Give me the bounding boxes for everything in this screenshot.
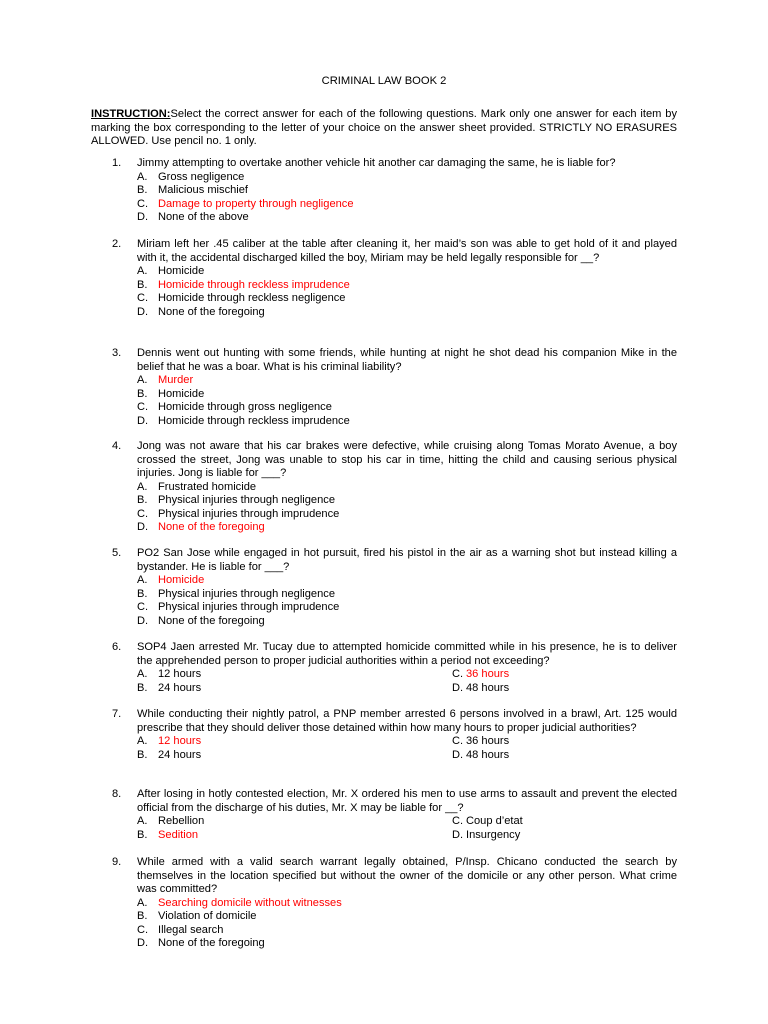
option-b: B. Physical injuries through negligence xyxy=(137,587,335,600)
question-number: 6. xyxy=(112,641,122,653)
option-d: D. None of the above xyxy=(137,211,249,223)
question-8: 8. After losing in hotly contested election, Mr. X ordered his men to use arms to assault and prevent the elected official from the discharge of his duties, Mr. X may be liable for __? A. Rebellion C. Coup d’etat B. Sedition D. Insurgency xyxy=(112,788,677,841)
option-d-answer: D. None of the foregoing xyxy=(137,521,265,533)
question-text: Miriam left her .45 caliber at the table after cleaning it, her maid’s son was able to get hold of it and played with it, the accidental discharged killed the boy, Miriam may be held legally responsible for __? xyxy=(137,238,677,264)
question-text: Dennis went out hunting with some friends, while hunting at night he shot dead his companion Mike in the belief that he was a boar. What is his criminal liability? xyxy=(137,347,677,373)
option-a-answer: A. Homicide xyxy=(137,574,205,586)
option-c-answer: C. Damage to property through negligence xyxy=(137,197,354,210)
question-number: 5. xyxy=(112,547,122,559)
question-text: While armed with a valid search warrant legally obtained, P/Insp. Chicano conducted the search by themselves in the location specified but without the owner of the domicile or any other person. What crime was committed? xyxy=(137,856,677,895)
option-c: C. Physical injuries through imprudence xyxy=(137,507,340,520)
question-3 xyxy=(112,347,677,428)
question-1 xyxy=(112,157,677,225)
option-b: B. Physical injuries through negligence xyxy=(137,494,335,506)
question-number: 2. xyxy=(112,238,122,250)
question-4 xyxy=(112,440,677,535)
instruction-text: Select the correct answer for each of the following questions. Mark only one answer for each item by marking the box corresponding to the letter of your choice on the answer sheet provided. STRICTLY NO ERASURES ALLOWED. Use pencil no. 1 only. xyxy=(91,108,677,147)
question-text: PO2 San Jose while engaged in hot pursuit, fired his pistol in the air as a warning shot but instead killing a bystander. He is liable for ___? xyxy=(137,547,677,573)
question-number: 1. xyxy=(112,157,122,169)
question-text: SOP4 Jaen arrested Mr. Tucay due to attempted homicide committed while in his presence, he is to deliver the apprehended person to proper judicial authorities within a period not exceeding? xyxy=(137,641,677,667)
option-c: C. Homicide through reckless negligence xyxy=(137,292,346,304)
question-text: After losing in hotly contested election, Mr. X ordered his men to use arms to assault and prevent the elected official from the discharge of his duties, Mr. X may be liable for __? xyxy=(137,788,677,814)
question-number: 8. xyxy=(112,788,122,800)
question-9 xyxy=(112,856,677,951)
option-a: A. Gross negligence xyxy=(137,170,245,183)
question-5 xyxy=(112,547,677,628)
option-a-answer: A. Searching domicile without witnesses xyxy=(137,896,342,909)
question-number: 7. xyxy=(112,708,122,720)
question-7: 7. While conducting their nightly patrol, a PNP member arrested 6 persons involved in a brawl, Art. 125 would prescribe that they should deliver those detained within how many hours to proper judicial authorities? A. 12 hours C. 36 hours B. 24 hours D. 48 hours xyxy=(112,708,677,761)
question-2 xyxy=(112,238,677,319)
option-d: D. None of the foregoing xyxy=(137,614,265,627)
option-d: D. None of the foregoing xyxy=(137,937,265,949)
option-c: C. Physical injuries through imprudence xyxy=(137,601,340,613)
question-text: Jong was not aware that his car brakes were defective, while cruising along Tomas Morato Avenue, a boy crossed the street, Jong was unable to stop his car in time, hitting the child and causing serious physical injuries. Jong is liable for ___? xyxy=(137,440,677,479)
question-6: 6. SOP4 Jaen arrested Mr. Tucay due to attempted homicide committed while in his presence, he is to deliver the apprehended person to proper judicial authorities within a period not exceeding? A. 12 hours C. 36 hours B. 24 hours D. 48 hours xyxy=(112,641,677,694)
instruction-label: INSTRUCTION: xyxy=(91,108,171,120)
option-b: B. Violation of domicile xyxy=(137,910,257,922)
option-c: C. Illegal search xyxy=(137,923,224,936)
question-number: 3. xyxy=(112,347,122,359)
option-a: A. Homicide xyxy=(137,265,205,277)
option-d: D. None of the foregoing xyxy=(137,305,265,318)
option-b: B. Malicious mischief xyxy=(137,184,249,196)
option-d: D. Homicide through reckless imprudence xyxy=(137,414,350,427)
question-text: Jimmy attempting to overtake another vehicle hit another car damaging the same, he is liable for? xyxy=(137,157,616,169)
document-title: CRIMINAL LAW BOOK 2 xyxy=(321,75,447,87)
option-b-answer: B. Homicide through reckless imprudence xyxy=(137,278,350,291)
question-number: 9. xyxy=(112,856,122,868)
option-a: A. Frustrated homicide xyxy=(137,480,257,493)
instruction-paragraph xyxy=(91,108,677,149)
option-a-answer: A. Murder xyxy=(137,374,194,386)
question-text: While conducting their nightly patrol, a PNP member arrested 6 persons involved in a brawl, Art. 125 would prescribe that they should deliver those detained within how many hours to proper judicial authorities? xyxy=(137,708,677,734)
option-b: B. Homicide xyxy=(137,387,205,400)
question-number: 4. xyxy=(112,440,122,452)
option-c: C. Homicide through gross negligence xyxy=(137,401,332,413)
